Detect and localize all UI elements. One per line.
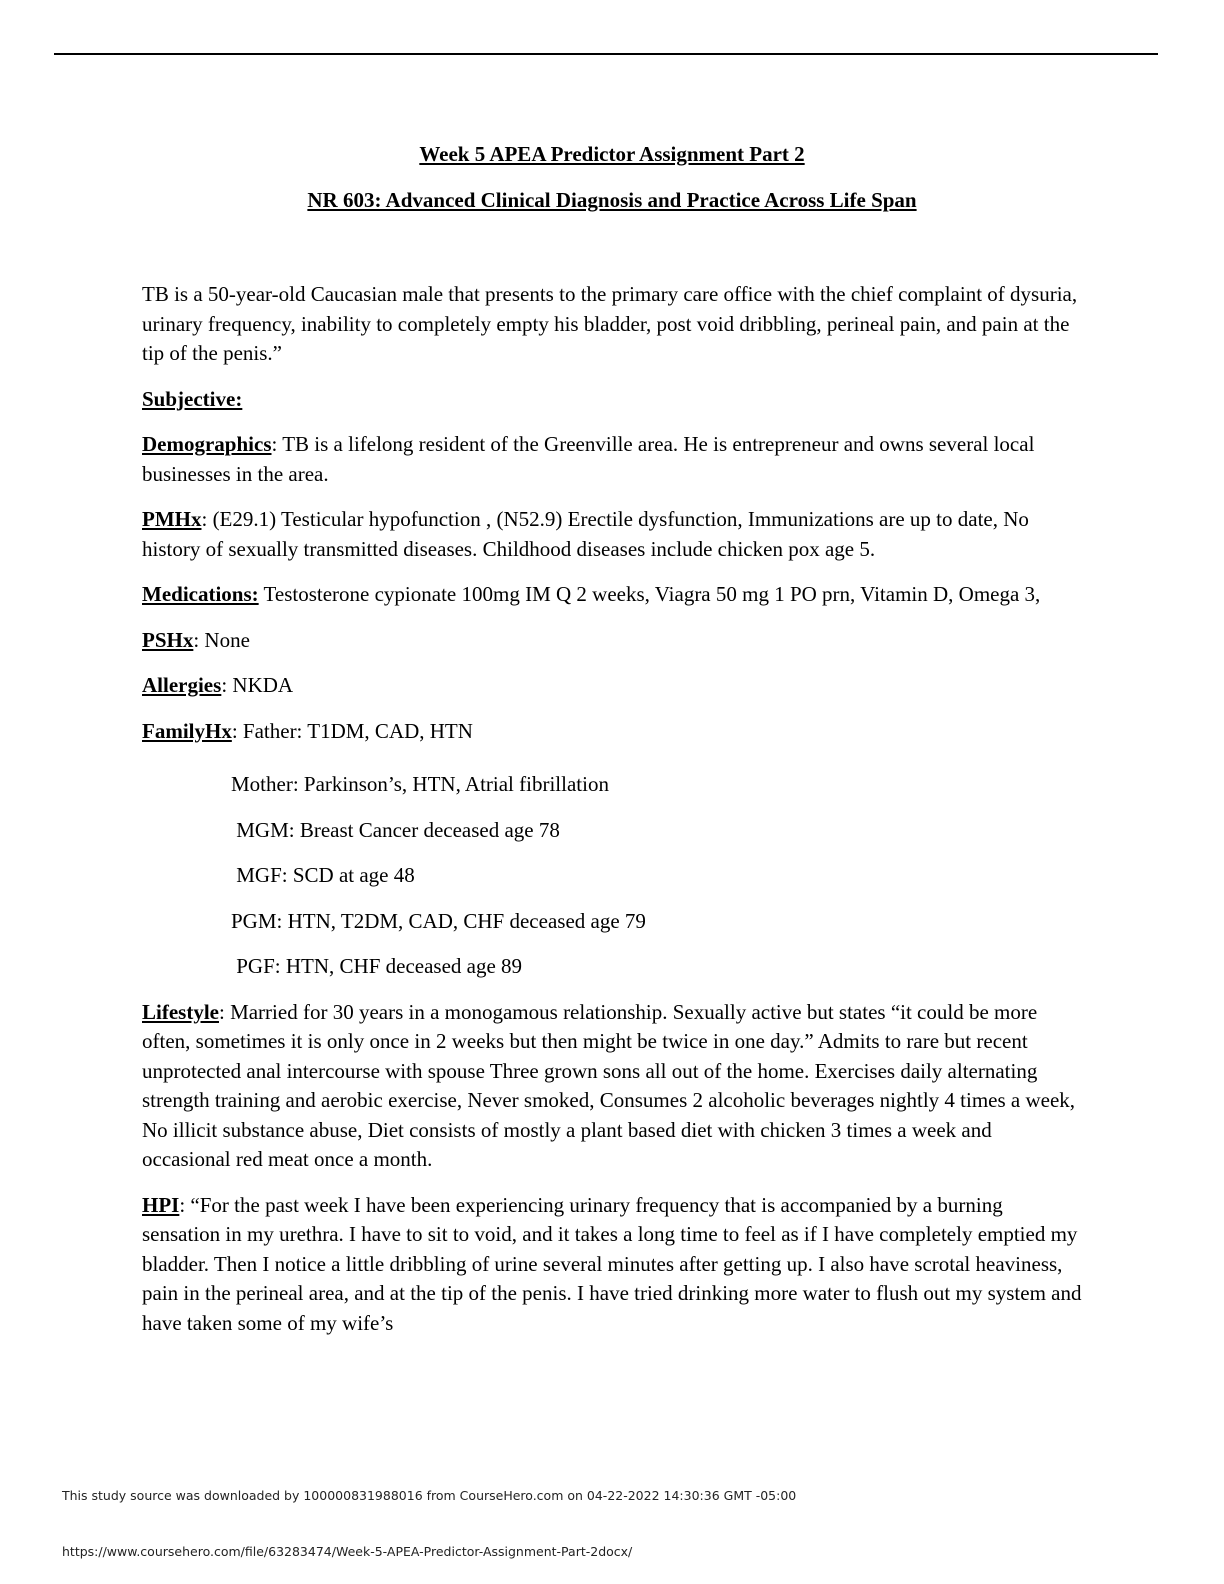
subjective-label: Subjective: [142,386,243,411]
subjective-heading [142,385,1082,415]
familyhx-text: : Father: T1DM, CAD, HTN [231,718,473,743]
document-body [142,280,1082,1354]
source-url[interactable]: https://www.coursehero.com/file/63283474/Week-5-APEA-Predictor-Assignment-Part-2docx/ [62,1544,633,1559]
pshx-section [142,626,1082,656]
pmhx-section [142,505,1082,564]
medications-section [142,580,1082,610]
familyhx-label: FamilyHx [142,718,232,743]
demographics-text: : TB is a lifelong resident of the Greenville area. He is entrepreneur and owns several local businesses in the area. [142,432,1035,486]
allergies-section [142,671,1082,701]
medications-label: Medications: [142,582,259,606]
pmhx-text: : (E29.1) Testicular hypofunction , (N52.9) Erectile dysfunction, Immunizations are up to date, No history of sexually transmitted diseases. Childhood diseases include chicken pox age 5. [142,507,1029,561]
familyhx-section [142,717,1082,990]
pshx-text: : None [193,627,250,652]
document-title: Week 5 APEA Predictor Assignment Part 2 [419,142,805,166]
familyhx-line: PGM: HTN, T2DM, CAD, CHF deceased age 79 [231,908,646,933]
familyhx-first-line [142,717,1082,747]
familyhx-line: Mother: Parkinson’s, HTN, Atrial fibrillation [231,772,609,796]
hpi-section [142,1191,1082,1339]
pshx-label: PSHx [142,627,194,652]
demographics-label: Demographics [142,432,272,456]
hpi-label: HPI [142,1192,180,1217]
demographics-section [142,430,1082,489]
lifestyle-label: Lifestyle [142,999,219,1024]
pmhx-label: PMHx [142,507,202,531]
top-rule [54,53,1158,55]
hpi-text: : “For the past week I have been experiencing urinary frequency that is accompanied by a burning sensation in my urethra. I have to sit to void, and it takes a long time to feel as if I have completely emptied my bladder. Then I notice a little dribbling of urine several minutes after getting up. I also have scrotal heaviness, pain in the perineal area, and at the tip of the penis. I have tried drinking more water to flush out my system and have taken some of my wife’s [142,1192,1082,1335]
lifestyle-text: : Married for 30 years in a monogamous relationship. Sexually active but states “it could be more often, sometimes it is only once in 2 weeks but then might be twice in one day.” Admits to rare but recent unprotected anal intercourse with spouse Three grown sons all out of the home. Exercises daily alternating strength training and aerobic exercise, Never smoked, Consumes 2 alcoholic beverages nightly 4 times a week, No illicit substance abuse, Diet consists of mostly a plant based diet with chicken 3 times a week and occasional red meat once a month. [142,999,1076,1171]
medications-text: Testosterone cypionate 100mg IM Q 2 weeks, Viagra 50 mg 1 PO prn, Vitamin D, Omega 3, [258,582,1041,606]
lifestyle-section [142,998,1082,1175]
allergies-text: : NKDA [221,673,294,697]
allergies-label: Allergies [142,673,222,697]
intro-paragraph: TB is a 50-year-old Caucasian male that presents to the primary care office with the chief complaint of dysuria, urinary frequency, inability to completely empty his bladder, post void dribbling, perineal pain, and pain at the tip of the penis.” [142,282,1078,365]
familyhx-line: MGM: Breast Cancer deceased age 78 [231,817,560,842]
familyhx-line: PGF: HTN, CHF deceased age 89 [231,954,523,978]
download-note: This study source was downloaded by 100000831988016 from CourseHero.com on 04-22-2022 14:30:36 GMT -05:00 [62,1488,797,1503]
familyhx-line: MGF: SCD at age 48 [231,863,415,887]
document-subtitle: NR 603: Advanced Clinical Diagnosis and Practice Across Life Span [307,188,917,212]
familyhx-list [142,762,1082,990]
